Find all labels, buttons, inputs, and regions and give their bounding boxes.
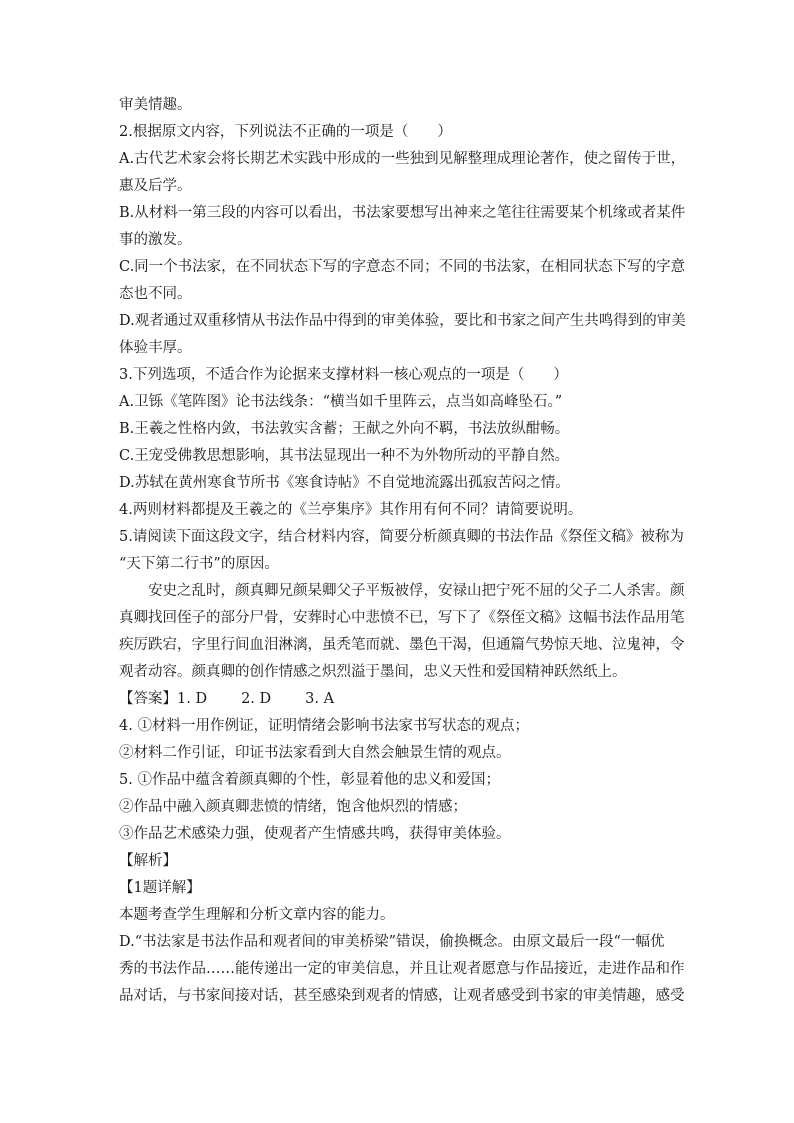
answer-label: 【答案】: [119, 691, 177, 707]
q1-detail-heading: 【1题详解】: [119, 880, 201, 896]
option-2a: A.古代艺术家会将长期艺术实践中形成的一些独到见解整理成理论著作，使之留传于世，: [119, 151, 686, 167]
option-3a: A.卫铄《笔阵图》论书法线条：“横当如千里阵云，点当如高峰坠石。”: [119, 394, 563, 410]
answer-4-1: 4. ①材料一用作例证，证明情绪会影响书法家书写状态的观点；: [119, 718, 529, 734]
option-2c-cont: 态也不同。: [119, 286, 192, 302]
option-3b: B.王羲之性格内敛，书法敦实含蓄；王献之外向不羁，书法放纵酣畅。: [119, 421, 570, 437]
passage-line: 观者动容。颜真卿的创作情感之炽烈溢于墨间，忠义天性和爱国精神跃然纸上。: [119, 664, 627, 680]
analysis-heading: 【解析】: [119, 853, 177, 869]
answer-line: [119, 686, 681, 713]
answer-3: 3. A: [305, 691, 335, 707]
answer-1: 1. D: [177, 691, 208, 707]
analysis-line: 品对话，与书家间接对话，甚至感染到观者的情感，让观者感受到书家的审美情趣，感受: [119, 988, 685, 1004]
text-line: 审美情趣。: [119, 97, 192, 113]
analysis-line: D.“书法家是书法作品和观者间的审美桥梁”错误，偷换概念。由原文最后一段“一幅优: [119, 934, 665, 950]
option-3c: C.王宠受佛教思想影响，其书法显现出一种不为外物所动的平静自然。: [119, 448, 570, 464]
option-2d-cont: 体验丰厚。: [119, 340, 192, 356]
answer-5-2: ②作品中融入颜真卿悲愤的情绪，饱含他炽烈的情感；: [119, 799, 467, 815]
question-5-cont: “天下第二行书”的原因。: [119, 556, 279, 572]
question-5: 5.请阅读下面这段文字，结合材料内容，简要分析颜真卿的书法作品《祭侄文稿》被称为: [119, 529, 684, 545]
analysis-line: 本题考查学生理解和分析文章内容的能力。: [119, 907, 395, 923]
answer-5-1: 5. ①作品中蕴含着颜真卿的个性，彰显着他的忠义和爱国；: [119, 772, 500, 788]
option-2a-cont: 惠及后学。: [119, 178, 192, 194]
option-2c: C.同一个书法家，在不同状态下写的字意态不同；不同的书法家，在相同状态下写的字意: [119, 259, 686, 275]
question-4: 4.两则材料都提及王羲之的《兰亭集序》其作用有何不同？请简要说明。: [119, 502, 583, 518]
option-2b: B.从材料一第三段的内容可以看出，书法家要想写出神来之笔往往需要某个机缘或者某件: [119, 205, 686, 221]
passage-line: 疾厉跌宕，字里行间血泪淋漓，虽秃笔而就、墨色干渴，但通篇气势惊天地、泣鬼神，令: [119, 637, 685, 653]
analysis-line: 秀的书法作品……能传递出一定的审美信息，并且让观者愿意与作品接近，走进作品和作: [119, 961, 685, 977]
option-2b-cont: 事的激发。: [119, 232, 192, 248]
answer-2: 2. D: [241, 691, 272, 707]
option-2d: D.观者通过双重移情从书法作品中得到的审美体验，要比和书家之间产生共鸣得到的审美: [119, 313, 686, 329]
option-3d: D.苏轼在黄州寒食节所书《寒食诗帖》不自觉地流露出孤寂苦闷之情。: [119, 475, 570, 491]
document-body: [119, 92, 686, 1010]
passage-line: 安史之乱时，颜真卿兄颜杲卿父子平叛被俘，安禄山把宁死不屈的父子二人杀害。颜: [148, 583, 685, 599]
question-3: 3.下列选项，不适合作为论据来支撑材料一核心观点的一项是（ ）: [119, 367, 568, 383]
answer-5-3: ③作品艺术感染力强，使观者产生情感共鸣，获得审美体验。: [119, 826, 511, 842]
answer-4-2: ②材料二作引证，印证书法家看到大自然会触景生情的观点。: [119, 745, 511, 761]
question-2: 2.根据原文内容，下列说法不正确的一项是（ ）: [119, 124, 452, 140]
passage-line: 真卿找回侄子的部分尸骨，安葬时心中悲愤不已，写下了《祭侄文稿》这幅书法作品用笔: [119, 610, 685, 626]
